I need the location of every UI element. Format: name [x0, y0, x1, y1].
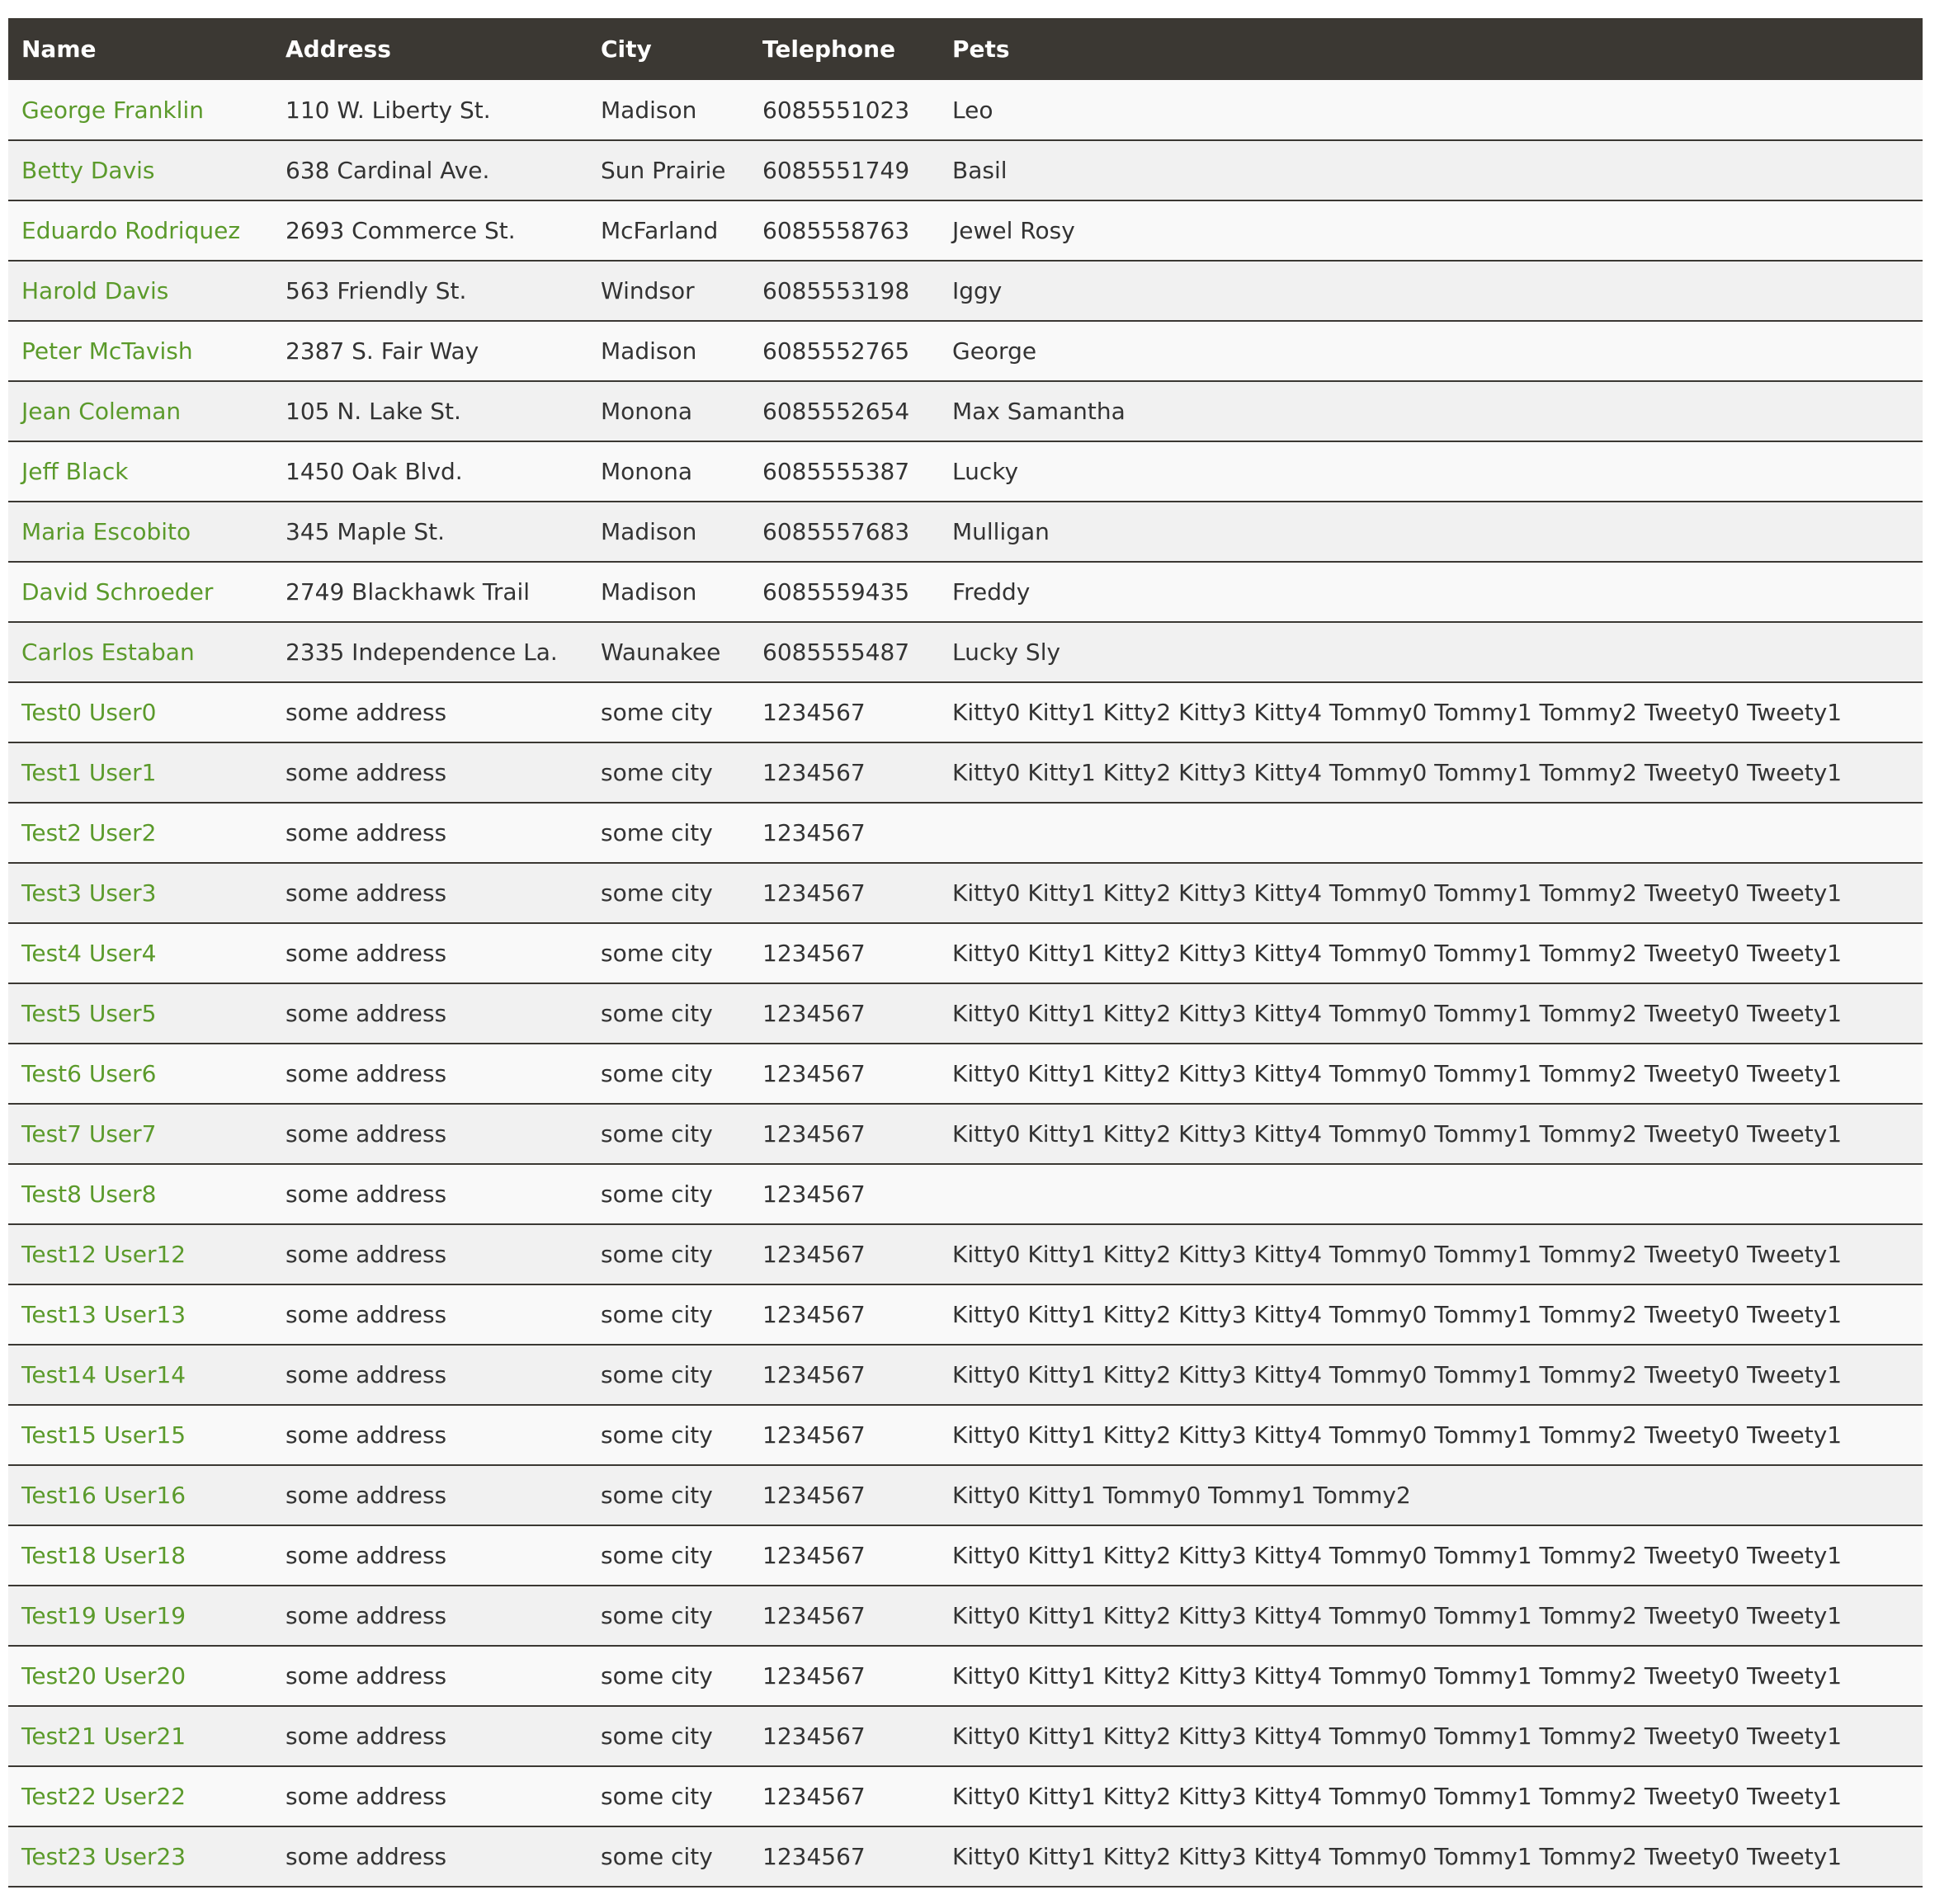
- owner-name-link[interactable]: Test22 User22: [21, 1783, 186, 1810]
- owner-pets-cell: Kitty0 Kitty1 Kitty2 Kitty3 Kitty4 Tommy0 Tommy1 Tommy2 Tweety0 Tweety1: [952, 1361, 1843, 1388]
- table-row: [8, 502, 1923, 562]
- column-header-telephone: Telephone: [762, 35, 896, 63]
- owner-city-cell: some city: [601, 759, 713, 786]
- owner-name-link[interactable]: Test18 User18: [21, 1542, 186, 1569]
- owner-city-cell: some city: [601, 1482, 713, 1509]
- owner-city-cell: Madison: [601, 578, 697, 606]
- owner-pets-cell: [939, 803, 1923, 863]
- owner-city-cell: some city: [601, 1723, 713, 1750]
- owner-pets-cell: Kitty0 Kitty1 Kitty2 Kitty3 Kitty4 Tommy0 Tommy1 Tommy2 Tweety0 Tweety1: [952, 1602, 1843, 1629]
- owner-pets-cell: Kitty0 Kitty1 Kitty2 Kitty3 Kitty4 Tommy0 Tommy1 Tommy2 Tweety0 Tweety1: [952, 1542, 1843, 1569]
- table-body: [8, 80, 1923, 1887]
- owner-name-link[interactable]: George Franklin: [21, 96, 204, 124]
- owner-name-link[interactable]: Carlos Estaban: [21, 639, 195, 666]
- table-row: [8, 1586, 1923, 1646]
- owner-telephone-cell: 6085551023: [762, 96, 910, 124]
- owner-address-cell: some address: [286, 1000, 447, 1027]
- owner-city-cell: Monona: [601, 398, 693, 425]
- owner-name-cell: [8, 983, 272, 1044]
- owner-city-cell: Monona: [601, 458, 693, 485]
- owner-address-cell: some address: [286, 1181, 447, 1208]
- owner-telephone-cell: 1234567: [762, 1482, 866, 1509]
- owner-telephone-cell: 1234567: [762, 1361, 866, 1388]
- owner-telephone-cell: 6085552654: [762, 398, 910, 425]
- owner-name-cell: [8, 1766, 272, 1826]
- owner-pets-cell: Kitty0 Kitty1 Kitty2 Kitty3 Kitty4 Tommy0 Tommy1 Tommy2 Tweety0 Tweety1: [952, 1421, 1843, 1449]
- owner-telephone-cell: 6085553198: [762, 277, 910, 304]
- table-header: [8, 18, 1923, 80]
- owner-name-link[interactable]: Maria Escobito: [21, 518, 191, 545]
- owner-address-cell: some address: [286, 699, 447, 726]
- owner-pets-cell: Iggy: [952, 277, 1003, 304]
- owner-city-cell: some city: [601, 1000, 713, 1027]
- owner-telephone-cell: 6085555487: [762, 639, 910, 666]
- owner-telephone-cell: 6085558763: [762, 217, 910, 244]
- owner-name-link[interactable]: Harold Davis: [21, 277, 169, 304]
- owner-address-cell: 345 Maple St.: [286, 518, 445, 545]
- column-header-pets: Pets: [952, 35, 1010, 63]
- owner-address-cell: 1450 Oak Blvd.: [286, 458, 463, 485]
- owner-pets-cell: Lucky: [952, 458, 1019, 485]
- owner-name-cell: [8, 1164, 272, 1224]
- owner-name-cell: [8, 803, 272, 863]
- owner-pets-cell: George: [952, 337, 1037, 365]
- owner-name-link[interactable]: Test7 User7: [21, 1120, 157, 1148]
- owner-name-cell: [8, 682, 272, 742]
- owner-address-cell: some address: [286, 1482, 447, 1509]
- owner-telephone-cell: 1234567: [762, 1000, 866, 1027]
- owner-city-cell: McFarland: [601, 217, 719, 244]
- table-row: [8, 1646, 1923, 1706]
- owner-pets-cell: Basil: [952, 157, 1008, 184]
- owner-pets-cell: Leo: [952, 96, 993, 124]
- owner-city-cell: some city: [601, 1301, 713, 1328]
- table-row: [8, 1766, 1923, 1826]
- column-header-address: Address: [286, 35, 391, 63]
- owner-name-link[interactable]: Test14 User14: [21, 1361, 186, 1388]
- table-row: [8, 682, 1923, 742]
- owner-name-cell: [8, 1044, 272, 1104]
- owner-name-cell: [8, 80, 272, 140]
- owner-name-cell: [8, 742, 272, 803]
- owner-city-cell: some city: [601, 699, 713, 726]
- owner-name-cell: [8, 200, 272, 261]
- table-row: [8, 863, 1923, 923]
- owner-telephone-cell: 1234567: [762, 1181, 866, 1208]
- owner-name-link[interactable]: Test19 User19: [21, 1602, 186, 1629]
- owner-telephone-cell: 1234567: [762, 1120, 866, 1148]
- owner-name-cell: [8, 1284, 272, 1345]
- owner-name-cell: [8, 1465, 272, 1525]
- owner-name-cell: [8, 1525, 272, 1586]
- owner-telephone-cell: 1234567: [762, 1783, 866, 1810]
- owner-name-link[interactable]: Betty Davis: [21, 157, 155, 184]
- owner-address-cell: some address: [286, 1361, 447, 1388]
- table-row: [8, 441, 1923, 502]
- table-row: [8, 200, 1923, 261]
- owner-address-cell: some address: [286, 940, 447, 967]
- owner-city-cell: some city: [601, 1783, 713, 1810]
- owner-address-cell: some address: [286, 1723, 447, 1750]
- owner-name-link[interactable]: Jeff Black: [21, 458, 129, 485]
- owner-city-cell: some city: [601, 1361, 713, 1388]
- owner-city-cell: some city: [601, 1542, 713, 1569]
- table-row: [8, 261, 1923, 321]
- owner-name-link[interactable]: Eduardo Rodriquez: [21, 217, 241, 244]
- table-row: [8, 983, 1923, 1044]
- table-row: [8, 803, 1923, 863]
- owner-pets-cell: Kitty0 Kitty1 Kitty2 Kitty3 Kitty4 Tommy0 Tommy1 Tommy2 Tweety0 Tweety1: [952, 759, 1843, 786]
- table-row: [8, 1164, 1923, 1224]
- owner-pets-cell: [939, 1164, 1923, 1224]
- owner-pets-cell: Kitty0 Kitty1 Kitty2 Kitty3 Kitty4 Tommy0 Tommy1 Tommy2 Tweety0 Tweety1: [952, 1723, 1843, 1750]
- owners-table-container: [8, 18, 1923, 1888]
- owner-telephone-cell: 6085559435: [762, 578, 910, 606]
- owner-telephone-cell: 6085555387: [762, 458, 910, 485]
- table-row: [8, 1224, 1923, 1284]
- owner-city-cell: Madison: [601, 337, 697, 365]
- owner-city-cell: some city: [601, 1662, 713, 1690]
- table-row: [8, 622, 1923, 682]
- owner-name-link[interactable]: Test16 User16: [21, 1482, 186, 1509]
- owner-name-link[interactable]: Test5 User5: [21, 1000, 157, 1027]
- table-row: [8, 1345, 1923, 1405]
- owner-name-cell: [8, 1826, 272, 1887]
- owner-city-cell: some city: [601, 1602, 713, 1629]
- owner-name-link[interactable]: Test12 User12: [21, 1241, 186, 1268]
- owner-address-cell: some address: [286, 1060, 447, 1087]
- owner-pets-cell: Kitty0 Kitty1 Kitty2 Kitty3 Kitty4 Tommy0 Tommy1 Tommy2 Tweety0 Tweety1: [952, 1060, 1843, 1087]
- owner-name-cell: [8, 1224, 272, 1284]
- owner-pets-cell: Kitty0 Kitty1 Kitty2 Kitty3 Kitty4 Tommy0 Tommy1 Tommy2 Tweety0 Tweety1: [952, 699, 1843, 726]
- owner-address-cell: some address: [286, 1301, 447, 1328]
- owner-city-cell: some city: [601, 1241, 713, 1268]
- owner-pets-cell: Mulligan: [952, 518, 1050, 545]
- owner-telephone-cell: 1234567: [762, 879, 866, 907]
- owner-city-cell: Windsor: [601, 277, 695, 304]
- owner-pets-cell: Kitty0 Kitty1 Tommy0 Tommy1 Tommy2: [952, 1482, 1411, 1509]
- owner-name-cell: [8, 923, 272, 983]
- owner-address-cell: some address: [286, 1783, 447, 1810]
- table-row: [8, 1104, 1923, 1164]
- owner-name-link[interactable]: Test23 User23: [21, 1843, 186, 1870]
- owner-pets-cell: Kitty0 Kitty1 Kitty2 Kitty3 Kitty4 Tommy0 Tommy1 Tommy2 Tweety0 Tweety1: [952, 1000, 1843, 1027]
- owner-name-cell: [8, 863, 272, 923]
- owner-name-link[interactable]: Test21 User21: [21, 1723, 186, 1750]
- owner-name-link[interactable]: Test8 User8: [21, 1181, 157, 1208]
- table-row: [8, 321, 1923, 381]
- owner-telephone-cell: 1234567: [762, 1301, 866, 1328]
- owner-address-cell: 563 Friendly St.: [286, 277, 467, 304]
- owner-telephone-cell: 1234567: [762, 1060, 866, 1087]
- owner-city-cell: some city: [601, 879, 713, 907]
- owner-name-cell: [8, 1104, 272, 1164]
- owner-city-cell: some city: [601, 1120, 713, 1148]
- owner-city-cell: some city: [601, 940, 713, 967]
- owner-city-cell: Madison: [601, 96, 697, 124]
- owner-pets-cell: Lucky Sly: [952, 639, 1061, 666]
- owner-name-cell: [8, 622, 272, 682]
- owner-name-link[interactable]: David Schroeder: [21, 578, 214, 606]
- owner-name-cell: [8, 1586, 272, 1646]
- table-row: [8, 381, 1923, 441]
- owner-name-link[interactable]: Peter McTavish: [21, 337, 193, 365]
- owner-name-cell: [8, 562, 272, 622]
- owner-name-cell: [8, 502, 272, 562]
- owner-address-cell: some address: [286, 1120, 447, 1148]
- owner-telephone-cell: 1234567: [762, 940, 866, 967]
- owner-telephone-cell: 1234567: [762, 1843, 866, 1870]
- owner-address-cell: some address: [286, 1843, 447, 1870]
- owner-address-cell: 2335 Independence La.: [286, 639, 558, 666]
- owner-name-link[interactable]: Test6 User6: [21, 1060, 157, 1087]
- owner-name-cell: [8, 441, 272, 502]
- table-row: [8, 923, 1923, 983]
- owner-pets-cell: Kitty0 Kitty1 Kitty2 Kitty3 Kitty4 Tommy0 Tommy1 Tommy2 Tweety0 Tweety1: [952, 1301, 1843, 1328]
- owner-name-link[interactable]: Test13 User13: [21, 1301, 186, 1328]
- owner-address-cell: some address: [286, 1602, 447, 1629]
- owner-pets-cell: Kitty0 Kitty1 Kitty2 Kitty3 Kitty4 Tommy0 Tommy1 Tommy2 Tweety0 Tweety1: [952, 940, 1843, 967]
- owner-telephone-cell: 6085551749: [762, 157, 910, 184]
- owner-telephone-cell: 1234567: [762, 1241, 866, 1268]
- owner-pets-cell: Jewel Rosy: [952, 217, 1075, 244]
- owner-city-cell: some city: [601, 1421, 713, 1449]
- owner-address-cell: 638 Cardinal Ave.: [286, 157, 490, 184]
- owner-pets-cell: Kitty0 Kitty1 Kitty2 Kitty3 Kitty4 Tommy0 Tommy1 Tommy2 Tweety0 Tweety1: [952, 1662, 1843, 1690]
- owner-telephone-cell: 1234567: [762, 819, 866, 846]
- owner-pets-cell: Kitty0 Kitty1 Kitty2 Kitty3 Kitty4 Tommy0 Tommy1 Tommy2 Tweety0 Tweety1: [952, 1120, 1843, 1148]
- owner-city-cell: Madison: [601, 518, 697, 545]
- owner-telephone-cell: 1234567: [762, 759, 866, 786]
- owner-address-cell: some address: [286, 1542, 447, 1569]
- owner-name-cell: [8, 1345, 272, 1405]
- table-row: [8, 1044, 1923, 1104]
- owner-telephone-cell: 1234567: [762, 1421, 866, 1449]
- owner-city-cell: some city: [601, 819, 713, 846]
- column-header-city: City: [601, 35, 652, 63]
- owner-telephone-cell: 6085557683: [762, 518, 910, 545]
- owner-name-link[interactable]: Test2 User2: [21, 819, 157, 846]
- owner-telephone-cell: 1234567: [762, 699, 866, 726]
- owner-city-cell: some city: [601, 1060, 713, 1087]
- owner-pets-cell: Max Samantha: [952, 398, 1126, 425]
- owner-address-cell: some address: [286, 1662, 447, 1690]
- owner-address-cell: 110 W. Liberty St.: [286, 96, 491, 124]
- owner-name-cell: [8, 1405, 272, 1465]
- owners-table: [8, 18, 1923, 1888]
- owner-name-cell: [8, 321, 272, 381]
- owner-telephone-cell: 1234567: [762, 1542, 866, 1569]
- table-row: [8, 1405, 1923, 1465]
- owner-name-cell: [8, 1706, 272, 1766]
- owner-address-cell: 2693 Commerce St.: [286, 217, 516, 244]
- owner-address-cell: 2749 Blackhawk Trail: [286, 578, 531, 606]
- owner-name-link[interactable]: Test20 User20: [21, 1662, 186, 1690]
- owner-address-cell: some address: [286, 879, 447, 907]
- owner-address-cell: some address: [286, 1241, 447, 1268]
- owner-name-cell: [8, 140, 272, 200]
- owner-address-cell: 105 N. Lake St.: [286, 398, 461, 425]
- owner-city-cell: Waunakee: [601, 639, 721, 666]
- owner-telephone-cell: 1234567: [762, 1662, 866, 1690]
- owner-pets-cell: Freddy: [952, 578, 1031, 606]
- owner-telephone-cell: 1234567: [762, 1723, 866, 1750]
- owner-name-link[interactable]: Test1 User1: [21, 759, 157, 786]
- owner-name-link[interactable]: Test3 User3: [21, 879, 157, 907]
- table-row: [8, 140, 1923, 200]
- owner-name-link[interactable]: Jean Coleman: [21, 398, 182, 425]
- table-row: [8, 1706, 1923, 1766]
- table-row: [8, 1826, 1923, 1887]
- table-row: [8, 1465, 1923, 1525]
- owner-address-cell: some address: [286, 819, 447, 846]
- table-row: [8, 1525, 1923, 1586]
- owner-city-cell: Sun Prairie: [601, 157, 726, 184]
- owner-city-cell: some city: [601, 1181, 713, 1208]
- owner-pets-cell: Kitty0 Kitty1 Kitty2 Kitty3 Kitty4 Tommy0 Tommy1 Tommy2 Tweety0 Tweety1: [952, 1783, 1843, 1810]
- owner-pets-cell: Kitty0 Kitty1 Kitty2 Kitty3 Kitty4 Tommy0 Tommy1 Tommy2 Tweety0 Tweety1: [952, 1843, 1843, 1870]
- owner-name-cell: [8, 381, 272, 441]
- header-row: [8, 18, 1923, 80]
- owner-pets-cell: Kitty0 Kitty1 Kitty2 Kitty3 Kitty4 Tommy0 Tommy1 Tommy2 Tweety0 Tweety1: [952, 879, 1843, 907]
- owner-address-cell: 2387 S. Fair Way: [286, 337, 479, 365]
- table-row: [8, 742, 1923, 803]
- owner-name-link[interactable]: Test15 User15: [21, 1421, 186, 1449]
- owner-telephone-cell: 6085552765: [762, 337, 910, 365]
- owner-address-cell: some address: [286, 759, 447, 786]
- owner-address-cell: some address: [286, 1421, 447, 1449]
- owner-name-link[interactable]: Test4 User4: [21, 940, 157, 967]
- table-row: [8, 1284, 1923, 1345]
- table-row: [8, 562, 1923, 622]
- owner-pets-cell: Kitty0 Kitty1 Kitty2 Kitty3 Kitty4 Tommy0 Tommy1 Tommy2 Tweety0 Tweety1: [952, 1241, 1843, 1268]
- owner-city-cell: some city: [601, 1843, 713, 1870]
- table-row: [8, 80, 1923, 140]
- owner-name-cell: [8, 261, 272, 321]
- column-header-name: Name: [21, 35, 97, 63]
- owner-name-cell: [8, 1646, 272, 1706]
- owner-telephone-cell: 1234567: [762, 1602, 866, 1629]
- owner-name-link[interactable]: Test0 User0: [21, 699, 157, 726]
